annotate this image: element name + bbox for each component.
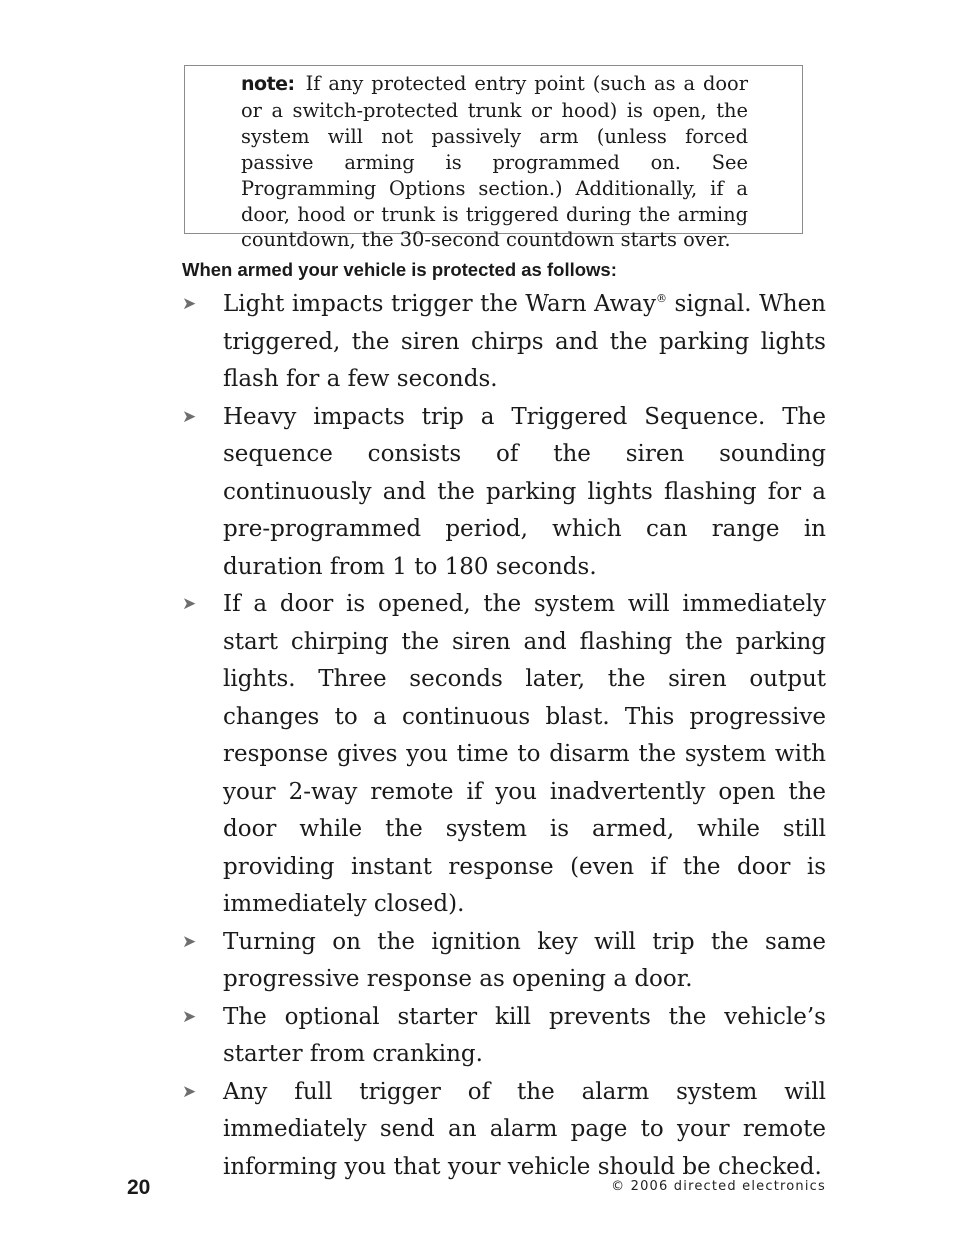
list-item-text: Any full trigger of the alarm system will immediately send an alarm page to your remote informing you that your vehicle should be checked. xyxy=(223,1078,826,1180)
list-item-text: Heavy impacts trip a Triggered Sequence. The sequence consists of the siren sounding continuously and the parking lights flashing for a pre-programmed period, which can range in duration from 1 to 180 seconds. xyxy=(223,403,826,580)
list-item-text: The optional starter kill prevents the vehicle’s starter from cranking. xyxy=(223,1003,826,1067)
list-item xyxy=(182,999,826,1074)
list-item xyxy=(182,286,826,399)
list-item xyxy=(182,399,826,587)
registered-mark: ® xyxy=(656,292,667,305)
list-item-text: signal. When triggered, the siren chirps and the parking lights flash for a few seconds. xyxy=(223,291,826,392)
copyright-notice: © 2006 directed electronics xyxy=(611,1179,826,1194)
arrow-bullet-icon: ➤ xyxy=(182,931,197,952)
note-box xyxy=(184,65,803,252)
list-item-text: If a door is opened, the system will immediately start chirping the siren and flashing the parking lights. Three seconds later, the siren output changes to a continuous blast. This progressive response gives you time to disarm the system with your 2-way remote if you inadvertently open the door while the system is armed, while still providing instant response (even if the door is immediately closed). xyxy=(223,591,826,917)
list-item-text: Light impacts trigger the Warn Away xyxy=(223,291,656,317)
arrow-bullet-icon: ➤ xyxy=(182,1006,197,1027)
list-item-text: Turning on the ignition key will trip the same progressive response as opening a door. xyxy=(223,928,826,992)
protection-list xyxy=(182,286,826,1186)
note-label: note: xyxy=(241,73,295,95)
arrow-bullet-icon: ➤ xyxy=(182,594,197,614)
arrow-bullet-icon: ➤ xyxy=(182,294,197,314)
list-item xyxy=(182,1074,826,1187)
list-item xyxy=(182,924,826,999)
note-body: If any protected entry point (such as a door or a switch-protected trunk or hood) is open, the system will not passively arm (unless forced passive arming is programmed on. See Programming Options section.) Additionally, if a door, hood or trunk is triggered during the arming countdown, the 30-second countdown starts over. xyxy=(241,72,748,252)
section-heading: When armed your vehicle is protected as follows: xyxy=(182,259,617,280)
page-number: 20 xyxy=(127,1176,151,1199)
arrow-bullet-icon: ➤ xyxy=(182,406,197,427)
note-text xyxy=(241,71,748,253)
list-item xyxy=(182,586,826,924)
arrow-bullet-icon: ➤ xyxy=(182,1081,197,1102)
